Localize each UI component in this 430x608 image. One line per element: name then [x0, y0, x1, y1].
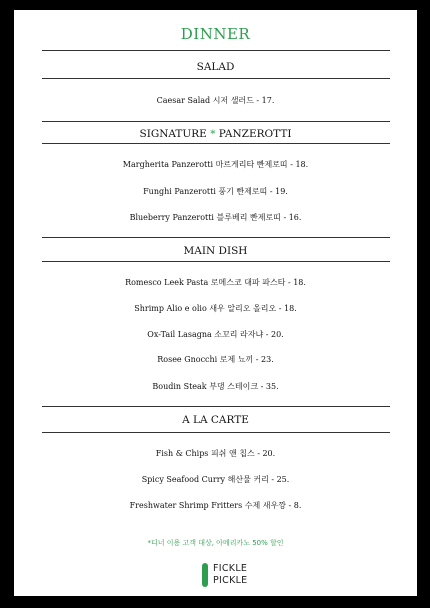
logo-wordmark	[213, 563, 248, 587]
section-heading-salad: SALAD	[196, 61, 235, 73]
asterisk-marker: *	[210, 128, 216, 140]
menu-item: Freshwater Shrimp Fritters 수제 새우깡 - 8.	[129, 501, 302, 510]
menu-item: Caesar Salad 시저 샐러드 - 17.	[156, 96, 275, 105]
menu-item: Romesco Leek Pasta 로메스코 대파 파스타 - 18.	[125, 278, 306, 287]
logo-line-2: PICKLE	[213, 575, 248, 586]
americano-discount-note: *디너 이용 고객 대상, 아메리카노 50% 할인	[147, 539, 284, 547]
divider	[42, 237, 390, 238]
menu-item: Boudin Steak 부댕 스테이크 - 35.	[152, 382, 279, 391]
menu-page	[14, 10, 417, 596]
menu-item: Blueberry Panzerotti 블루베리 빤제로띠 - 16.	[129, 213, 302, 222]
section-heading-a-la-carte: A LA CARTE	[182, 414, 249, 426]
divider	[42, 50, 390, 51]
menu-item: Funghi Panzerotti 풍기 빤제로띠 - 19.	[143, 187, 288, 196]
divider	[42, 406, 390, 407]
heading-panzerotti-text: PANZEROTTI	[218, 128, 292, 140]
menu-item: Rosee Gnocchi 로제 뇨끼 - 23.	[157, 355, 274, 364]
menu-item: Ox-Tail Lasagna 소꼬리 라자냐 - 20.	[147, 330, 284, 339]
divider	[42, 78, 390, 79]
heading-signature-text: SIGNATURE	[139, 128, 207, 140]
menu-item: Spicy Seafood Curry 해산물 커리 - 25.	[141, 475, 290, 484]
fickle-pickle-logo	[202, 563, 248, 587]
menu-item: Margherita Panzerotti 마르게리타 빤제로띠 - 18.	[122, 160, 309, 169]
section-heading-main-dish: MAIN DISH	[183, 245, 248, 257]
menu-title: DINNER	[180, 25, 251, 43]
pickle-icon	[202, 563, 208, 587]
menu-item: Shrimp Alio e olio 새우 알리오 올리오 - 18.	[134, 304, 297, 313]
logo-line-1: FICKLE	[213, 563, 248, 574]
divider	[42, 121, 390, 122]
section-heading-signature-panzerotti	[14, 128, 417, 140]
menu-item: Fish & Chips 피쉬 앤 칩스 - 20.	[155, 449, 276, 458]
divider	[42, 143, 390, 144]
divider	[42, 261, 390, 262]
divider	[42, 432, 390, 433]
